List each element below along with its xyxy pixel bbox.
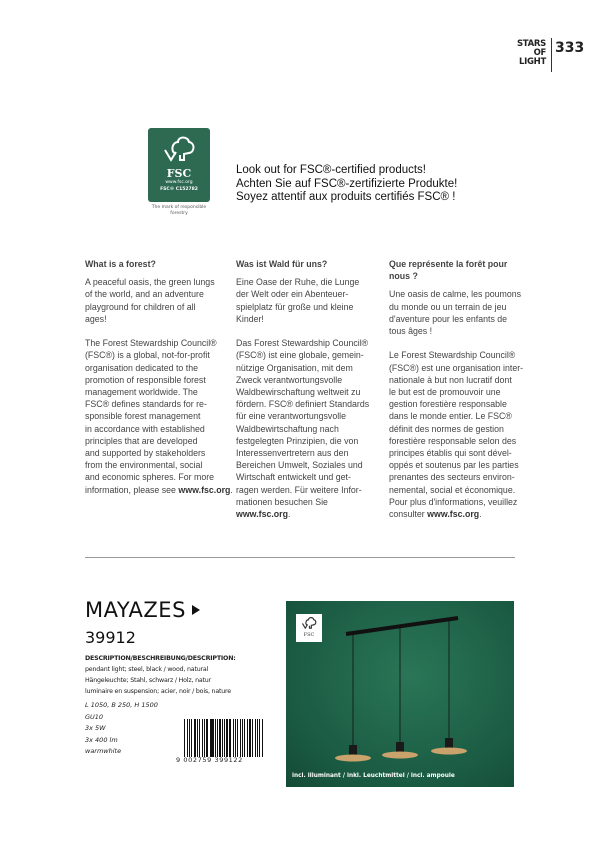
column-intro: Eine Oase der Ruhe, die Lunge der Welt oder ein Abenteuer- spielplatz für große und kleine Kinder!: [236, 277, 360, 324]
barcode-bar: [255, 719, 256, 757]
barcode-bar: [197, 719, 198, 757]
barcode-bar: [237, 719, 239, 757]
description-fr: luminaire en suspension; acier, noir / bois, nature: [85, 688, 231, 695]
barcode-bar: [210, 719, 211, 757]
barcode-bar: [224, 719, 225, 757]
column-fr: [389, 258, 529, 532]
barcode-bar: [217, 719, 218, 757]
headline-fr: Soyez attentif aux produits certifiés FSC® !: [236, 191, 456, 203]
column-de: [236, 258, 381, 532]
barcode-bar: [202, 719, 203, 757]
barcode-bar: [184, 719, 185, 757]
column-body: [389, 349, 529, 520]
brand-line: OF: [533, 48, 546, 58]
barcode-bar: [262, 719, 263, 757]
column-body: [236, 337, 381, 520]
column-intro: Une oasis de calme, les poumons du monde ou un terrain de jeu d'aventure pour les enfants de tous âges !: [389, 289, 522, 337]
barcode-bar: [257, 719, 259, 757]
column-heading: What is a forest?: [85, 259, 156, 269]
fsc-logo-name: FSC: [166, 167, 192, 180]
barcode-bar: [194, 719, 196, 757]
fsc-link[interactable]: www.fsc.org: [178, 484, 231, 495]
barcode: [176, 719, 264, 767]
fsc-license: FSC® C152782: [160, 187, 198, 192]
page-number: 333: [555, 40, 585, 56]
product-name: [85, 598, 200, 622]
section-divider: [85, 557, 515, 558]
headline: [236, 164, 457, 205]
description-de: Hängeleuchte; Stahl, schwarz / Holz, natur: [85, 677, 211, 684]
headline-en: Look out for FSC®-certified products!: [236, 164, 426, 176]
product-photo: [286, 601, 514, 787]
headline-de: Achten Sie auf FSC®-zertifizierte Produkte!: [236, 177, 458, 190]
barcode-bar: [206, 719, 208, 757]
barcode-bar: [259, 719, 260, 757]
barcode-bar: [219, 719, 221, 757]
barcode-bar: [233, 719, 234, 757]
barcode-bar: [191, 719, 192, 757]
barcode-bar: [226, 719, 228, 757]
pendant-lamp-illustration: [286, 601, 514, 787]
fsc-logo: [148, 128, 210, 202]
fsc-link[interactable]: www.fsc.org: [427, 509, 480, 520]
body-text: Le Forest Stewardship Council® (FSC®) est une organisation inter- nationale à but non lucratif dont le but est de promouvoir une gestion forestière responsable dans le monde entier. Le FSC® définit des normes de gestion forestière responsable selon des principes établis qui sont dével- oppés et soutenus par les parties prenantes des secteurs environ- nemental, social et économique. Pour plus d'informations, veuillez consulter: [389, 350, 524, 520]
arrow-right-icon: [192, 605, 200, 615]
brand-line: STARS: [516, 39, 546, 49]
column-body: [85, 337, 233, 496]
product-description: [85, 653, 236, 697]
fsc-logo-url: www.fsc.org: [165, 180, 193, 185]
barcode-bar: [211, 719, 213, 757]
spec-dimensions: L 1050, B 250, H 1500: [85, 701, 158, 709]
barcode-bar: [249, 719, 251, 757]
barcode-bar: [229, 719, 231, 757]
spec-color-temp: warmwhite: [85, 747, 122, 755]
description-en: pendant light; steel, black / wood, natural: [85, 666, 209, 673]
brand-logo: [517, 40, 546, 67]
barcode-bar: [199, 719, 201, 757]
barcode-bar: [240, 719, 241, 757]
product-number: 39912: [85, 628, 136, 647]
barcode-bar: [204, 719, 205, 757]
barcode-bar: [215, 719, 216, 757]
barcode-bar: [235, 719, 236, 757]
barcode-bars: [184, 719, 264, 757]
barcode-bar: [252, 719, 253, 757]
barcode-bar: [242, 719, 243, 757]
column-heading: Was ist Wald für uns?: [236, 259, 328, 269]
product-name-text: MAYAZES: [85, 598, 186, 622]
fsc-badge-text: FSC: [303, 632, 315, 638]
spec-socket: GU10: [85, 712, 104, 721]
barcode-bar: [189, 719, 190, 757]
photo-caption: incl. illuminant / inkl. Leuchtmittel / incl. ampoule: [292, 773, 455, 779]
column-intro: A peaceful oasis, the green lungs of the world, and an adventure playground for children of all ages!: [85, 277, 215, 324]
barcode-bar: [247, 719, 248, 757]
period: .: [230, 484, 233, 495]
fsc-tree-icon: [162, 134, 196, 164]
body-text: Das Forest Stewardship Council® (FSC®) ist eine globale, gemein- nützige Organisation, mit dem Zweck verantwortungsvolle Waldbewirschaftung weltweit zu fördern. FSC® definiert Standards für eine verantwortungsvolle Waldbewirtschaftung nach festgelegten Prinzipien, die von Interessenvertretern aus den Bereichen Umwelt, Soziales und Wirtschaft entwickelt und get- ragen werden. Für weitere Infor- mationen besuchen Sie: [236, 338, 370, 507]
header-divider: [551, 38, 552, 72]
spec-lumen: 3x 400 lm: [85, 735, 118, 744]
barcode-bar: [222, 719, 223, 757]
barcode-bar: [187, 719, 189, 757]
brand-line: LIGHT: [519, 57, 546, 67]
column-en: [85, 258, 233, 508]
column-heading: Que représente la forêt pour nous ?: [389, 259, 508, 282]
spec-wattage: 3x 5W: [85, 724, 106, 732]
product-specs: [85, 700, 158, 758]
description-heading: DESCRIPTION/BESCHREIBUNG/DESCRIPTION:: [85, 655, 236, 662]
fsc-caption: The mark of responsible forestry: [151, 205, 207, 216]
barcode-number: 9 002759 399122: [176, 756, 243, 764]
period: .: [479, 509, 482, 520]
period: .: [287, 509, 291, 520]
barcode-bar: [244, 719, 246, 757]
fsc-link[interactable]: www.fsc.org: [236, 509, 288, 520]
body-text: The Forest Stewardship Council® (FSC®) is a global, not-for-profit organisation dedicated to the promotion of responsible forest management worldwide. The FSC® defines standards for re- sponsible forest management in accordance with established principles that are developed and supported by stakeholders from the environmental, social and economic spheres. For more information, please see: [85, 338, 217, 495]
